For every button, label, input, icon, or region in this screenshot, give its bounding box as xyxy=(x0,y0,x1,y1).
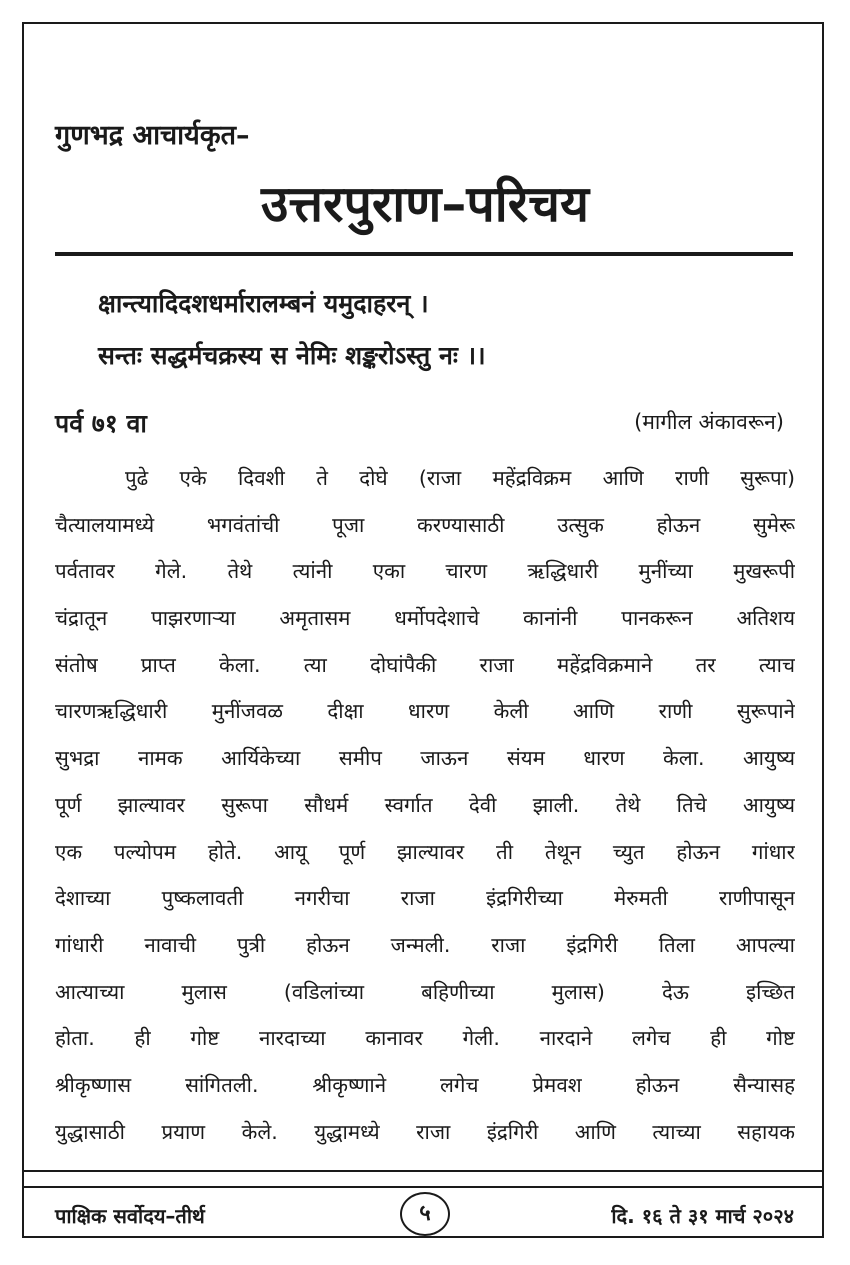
verse-line-2: सन्तः सद्धर्मचक्रस्य स नेमिः शङ्करोऽस्तु नः ।। xyxy=(98,341,486,370)
body-line: होता. ही गोष्ट नारदाच्या कानावर गेली. नारदाने लगेच ही गोष्ट xyxy=(55,1026,795,1051)
body-line: सुभद्रा नामक आर्यिकेच्या समीप जाऊन संयम धारण केला. आयुष्य xyxy=(55,746,795,771)
verse-line-1: क्षान्त्यादिदशधर्मारालम्बनं यमुदाहरन् । xyxy=(98,289,429,318)
section-heading: पर्व ७१ वा xyxy=(55,409,147,438)
issue-date: दि. १६ ते ३१ मार्च २०२४ xyxy=(611,1204,794,1228)
publication-name: पाक्षिक सर्वोदय–तीर्थ xyxy=(55,1204,205,1228)
body-line: चारणऋद्धिधारी मुनींजवळ दीक्षा धारण केली आणि राणी सुरूपाने xyxy=(55,699,795,724)
article-body xyxy=(55,455,795,1155)
body-line: पर्वतावर गेले. तेथे त्यांनी एका चारण ऋद्धिधारी मुनींच्या मुखरूपी xyxy=(55,559,795,584)
footer-divider-top xyxy=(22,1170,824,1172)
body-line: संतोष प्राप्त केला. त्या दोघांपैकी राजा महेंद्रविक्रमाने तर त्याच xyxy=(55,652,795,677)
body-line: पुढे एके दिवशी ते दोघे (राजा महेंद्रविक्रम आणि राणी सुरूपा) xyxy=(125,466,795,490)
page-title: उत्तरपुराण–परिचय xyxy=(261,175,589,233)
body-line: श्रीकृष्णास सांगितली. श्रीकृष्णाने लगेच प्रेमवश होऊन सैन्यासह xyxy=(55,1072,795,1097)
body-line: आत्याच्या मुलास (वडिलांच्या बहिणीच्या मुलास) देऊ इच्छित xyxy=(55,979,795,1004)
body-line: चंद्रातून पाझरणाऱ्या अमृतासम धर्मोपदेशाचे कानांनी पानकरून अतिशय xyxy=(55,606,795,631)
title-divider xyxy=(55,252,793,256)
body-line: पूर्ण झाल्यावर सुरूपा सौधर्म स्वर्गात देवी झाली. तेथे तिचे आयुष्य xyxy=(55,792,795,817)
body-line: देशाच्या पुष्कलावती नगरीचा राजा इंद्रगिरीच्या मेरुमती राणीपासून xyxy=(55,886,795,911)
page-number: ५ xyxy=(400,1192,450,1236)
body-line: चैत्यालयामध्ये भगवंतांची पूजा करण्यासाठी उत्सुक होऊन सुमेरू xyxy=(55,512,795,537)
body-line: एक पल्योपम होते. आयू पूर्ण झाल्यावर ती तेथून च्युत होऊन गांधार xyxy=(55,839,795,864)
body-line: गांधारी नावाची पुत्री होऊन जन्मली. राजा इंद्रगिरी तिला आपल्या xyxy=(55,932,795,957)
footer-divider-bottom xyxy=(22,1186,824,1188)
continued-note: (मागील अंकावरून) xyxy=(634,410,784,434)
author-subtitle: गुणभद्र आचार्यकृत– xyxy=(55,120,250,151)
body-line: युद्धासाठी प्रयाण केले. युद्धामध्ये राजा इंद्रगिरी आणि त्याच्या सहायक xyxy=(55,1119,795,1144)
